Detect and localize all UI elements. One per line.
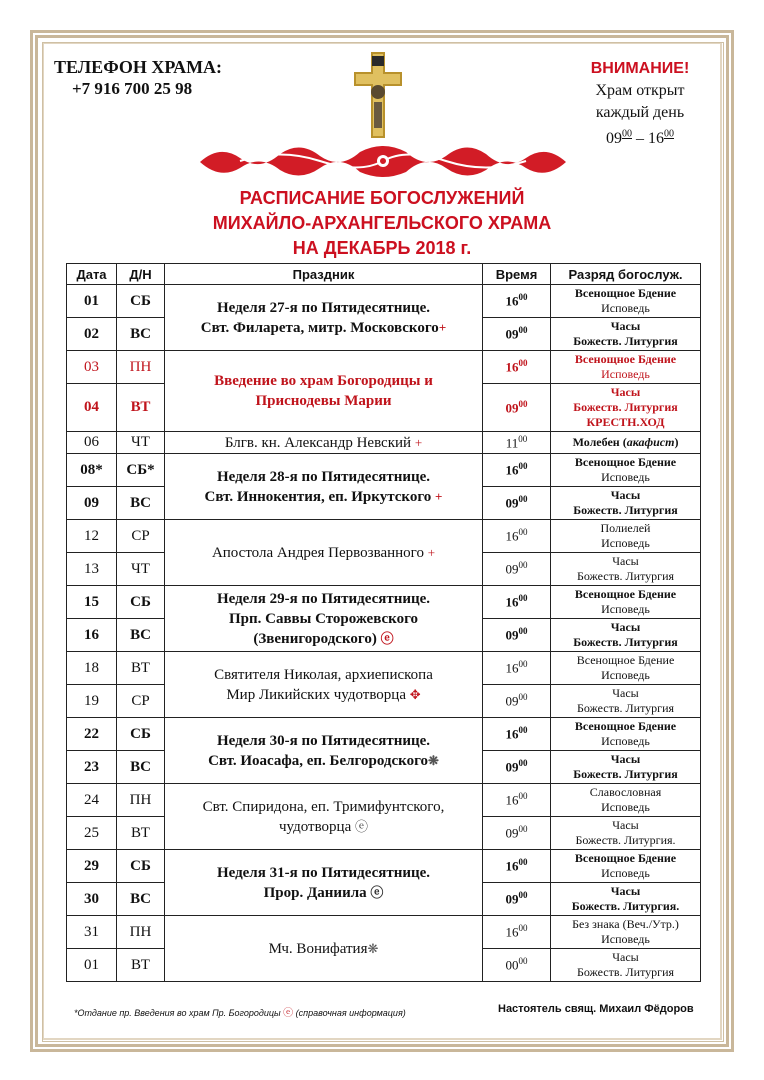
date-cell: 12 <box>67 520 117 553</box>
table-row <box>67 432 701 454</box>
service-cell: Молебен (акафист) <box>551 432 701 454</box>
feast-cell: Неделя 31-я по Пятидесятнице. Прор. Даниила ⓔ <box>165 850 483 916</box>
feast-cell: Блгв. кн. Александр Невский + <box>165 432 483 454</box>
day-cell: СБ <box>117 718 165 751</box>
date-cell: 04 <box>67 384 117 432</box>
time-cell: $11^{00}$ <box>483 432 551 454</box>
day-cell: СБ* <box>117 454 165 487</box>
day-cell: ЧТ <box>117 432 165 454</box>
table-header-row <box>67 264 701 285</box>
ornament-banner <box>200 140 566 182</box>
table-row <box>67 850 701 883</box>
header-feast: Праздник <box>165 264 483 285</box>
time-cell: $00^{00}$ <box>483 949 551 982</box>
footnote: *Отдание пр. Введения во храм Пр. Богородицы ⓔ (справочная информация) <box>74 1008 406 1019</box>
date-cell: 30 <box>67 883 117 916</box>
cross-icon: + <box>435 488 443 504</box>
feast-sign-icon: ⓔ <box>283 1008 294 1019</box>
service-cell: Часы Божеств. Литургия <box>551 685 701 718</box>
service-cell: Полиелей Исповедь <box>551 520 701 553</box>
day-cell: ВС <box>117 487 165 520</box>
phone-label: ТЕЛЕФОН ХРАМА: <box>54 57 223 77</box>
phone-block <box>54 56 222 100</box>
service-cell: Часы Божеств. Литургия. <box>551 883 701 916</box>
phone-number: +7 916 700 25 98 <box>72 79 193 98</box>
notice-line-2: каждый день <box>595 104 685 121</box>
date-cell: 29 <box>67 850 117 883</box>
header-service: Разряд богослуж. <box>551 264 701 285</box>
date-cell: 16 <box>67 619 117 652</box>
feast-cell: Свт. Спиридона, еп. Тримифунтского, чудотворца ⓔ <box>165 784 483 850</box>
date-cell: 09 <box>67 487 117 520</box>
title-line-3: НА ДЕКАБРЬ 2018 г. <box>292 238 472 258</box>
feast-cell: Введение во храм Богородицы и Приснодевы Марии <box>165 351 483 432</box>
service-cell: Всенощное Бдение Исповедь <box>551 586 701 619</box>
date-cell: 06 <box>67 432 117 454</box>
notice-title: ВНИМАНИЕ! <box>590 60 690 77</box>
schedule-table <box>66 263 701 982</box>
date-cell: 13 <box>67 553 117 586</box>
service-cell: Часы Божеств. Литургия <box>551 619 701 652</box>
time-cell: $09^{00}$ <box>483 318 551 351</box>
time-cell: $09^{00}$ <box>483 817 551 850</box>
feast-cell: Неделя 28-я по Пятидесятнице. Свт. Иннокентия, еп. Иркутского + <box>165 454 483 520</box>
service-cell: Всенощное Бдение Исповедь <box>551 454 701 487</box>
time-cell: $16^{00}$ <box>483 718 551 751</box>
table-row <box>67 916 701 949</box>
day-cell: ВС <box>117 751 165 784</box>
time-cell: $16^{00}$ <box>483 916 551 949</box>
time-cell: $09^{00}$ <box>483 619 551 652</box>
feast-cell: Апостола Андрея Первозванного + <box>165 520 483 586</box>
service-cell: Всенощное Бдение Исповедь <box>551 850 701 883</box>
rector-signature: Настоятель свящ. Михаил Фёдоров <box>498 1003 694 1015</box>
page-title <box>120 186 644 261</box>
header-date: Дата <box>67 264 117 285</box>
table-row <box>67 520 701 553</box>
notice-line-1: Храм открыт <box>595 82 685 99</box>
feast-cell: Мч. Вонифатия❋ <box>165 916 483 982</box>
header-time: Время <box>483 264 551 285</box>
hours-close: $16^{00}$ <box>648 129 674 148</box>
service-cell: Без знака (Веч./Утр.) Исповедь <box>551 916 701 949</box>
time-cell: $16^{00}$ <box>483 850 551 883</box>
table-row <box>67 718 701 751</box>
feast-sign-icon: ✥ <box>409 686 421 702</box>
time-cell: $09^{00}$ <box>483 751 551 784</box>
service-cell: Всенощное Бдение Исповедь <box>551 351 701 384</box>
day-cell: ПН <box>117 351 165 384</box>
date-cell: 31 <box>67 916 117 949</box>
time-cell: $09^{00}$ <box>483 883 551 916</box>
day-cell: ПН <box>117 784 165 817</box>
feast-sign-icon: ⓔ <box>380 630 394 646</box>
cross-icon: + <box>438 319 447 335</box>
date-cell: 24 <box>67 784 117 817</box>
hours-separator: – <box>632 130 648 148</box>
time-cell: $16^{00}$ <box>483 351 551 384</box>
table-row <box>67 285 701 318</box>
day-cell: ВС <box>117 619 165 652</box>
date-cell: 23 <box>67 751 117 784</box>
time-cell: $09^{00}$ <box>483 487 551 520</box>
header-day: Д/Н <box>117 264 165 285</box>
time-cell: $16^{00}$ <box>483 586 551 619</box>
time-cell: $09^{00}$ <box>483 685 551 718</box>
date-cell: 22 <box>67 718 117 751</box>
day-cell: ПН <box>117 916 165 949</box>
service-cell: Часы Божеств. Литургия <box>551 553 701 586</box>
title-line-2: МИХАЙЛО-АРХАНГЕЛЬСКОГО ХРАМА <box>212 213 552 233</box>
service-cell: Часы Божеств. Литургия <box>551 751 701 784</box>
feast-cell: Святителя Николая, архиепископа Мир Ликийских чудотворца ✥ <box>165 652 483 718</box>
service-cell: Часы Божеств. Литургия. <box>551 817 701 850</box>
table-row <box>67 586 701 619</box>
service-cell: Часы Божеств. Литургия <box>551 487 701 520</box>
time-cell: $16^{00}$ <box>483 784 551 817</box>
table-row <box>67 784 701 817</box>
day-cell: ВТ <box>117 817 165 850</box>
time-cell: $16^{00}$ <box>483 285 551 318</box>
day-cell: СБ <box>117 586 165 619</box>
time-cell: $16^{00}$ <box>483 454 551 487</box>
service-cell: Всенощное Бдение Исповедь <box>551 652 701 685</box>
day-cell: ЧТ <box>117 553 165 586</box>
feast-sign-icon: ⓔ <box>370 884 384 900</box>
title-line-1: РАСПИСАНИЕ БОГОСЛУЖЕНИЙ <box>239 188 525 208</box>
table-row <box>67 351 701 384</box>
day-cell: СР <box>117 685 165 718</box>
service-cell: Славословная Исповедь <box>551 784 701 817</box>
date-cell: 03 <box>67 351 117 384</box>
date-cell: 02 <box>67 318 117 351</box>
service-cell: Часы Божеств. Литургия КРЕСТН.ХОД <box>551 384 701 432</box>
table-row <box>67 454 701 487</box>
feast-sign-icon: ❋ <box>367 940 379 956</box>
feast-cell: Неделя 30-я по Пятидесятнице. Свт. Иоасафа, еп. Белгородского❋ <box>165 718 483 784</box>
date-cell: 25 <box>67 817 117 850</box>
time-cell: $09^{00}$ <box>483 384 551 432</box>
cross-icon: + <box>427 544 436 560</box>
service-cell: Всенощное Бдение Исповедь <box>551 718 701 751</box>
cross-icon: + <box>414 434 423 450</box>
time-cell: $16^{00}$ <box>483 652 551 685</box>
date-cell: 15 <box>67 586 117 619</box>
feast-cell: Неделя 27-я по Пятидесятнице. Свт. Филарета, митр. Московского+ <box>165 285 483 351</box>
day-cell: ВС <box>117 883 165 916</box>
day-cell: СР <box>117 520 165 553</box>
hours-open: $09^{00}$ <box>606 129 632 148</box>
date-cell: 01 <box>67 285 117 318</box>
date-cell: 01 <box>67 949 117 982</box>
day-cell: СБ <box>117 850 165 883</box>
feast-cell: Неделя 29-я по Пятидесятнице. Прп. Саввы Сторожевского (Звенигородского) ⓔ <box>165 586 483 652</box>
notice-block <box>560 58 720 150</box>
day-cell: ВТ <box>117 652 165 685</box>
day-cell: ВТ <box>117 384 165 432</box>
date-cell: 19 <box>67 685 117 718</box>
day-cell: ВТ <box>117 949 165 982</box>
service-cell: Часы Божеств. Литургия <box>551 949 701 982</box>
service-cell: Часы Божеств. Литургия <box>551 318 701 351</box>
date-cell: 18 <box>67 652 117 685</box>
date-cell: 08* <box>67 454 117 487</box>
day-cell: СБ <box>117 285 165 318</box>
feast-sign-icon: ❋ <box>428 752 439 768</box>
table-row <box>67 652 701 685</box>
day-cell: ВС <box>117 318 165 351</box>
time-cell: $09^{00}$ <box>483 553 551 586</box>
feast-sign-icon: ⓔ <box>355 818 369 834</box>
service-cell: Всенощное Бдение Исповедь <box>551 285 701 318</box>
time-cell: $16^{00}$ <box>483 520 551 553</box>
cross-icon <box>352 52 404 138</box>
